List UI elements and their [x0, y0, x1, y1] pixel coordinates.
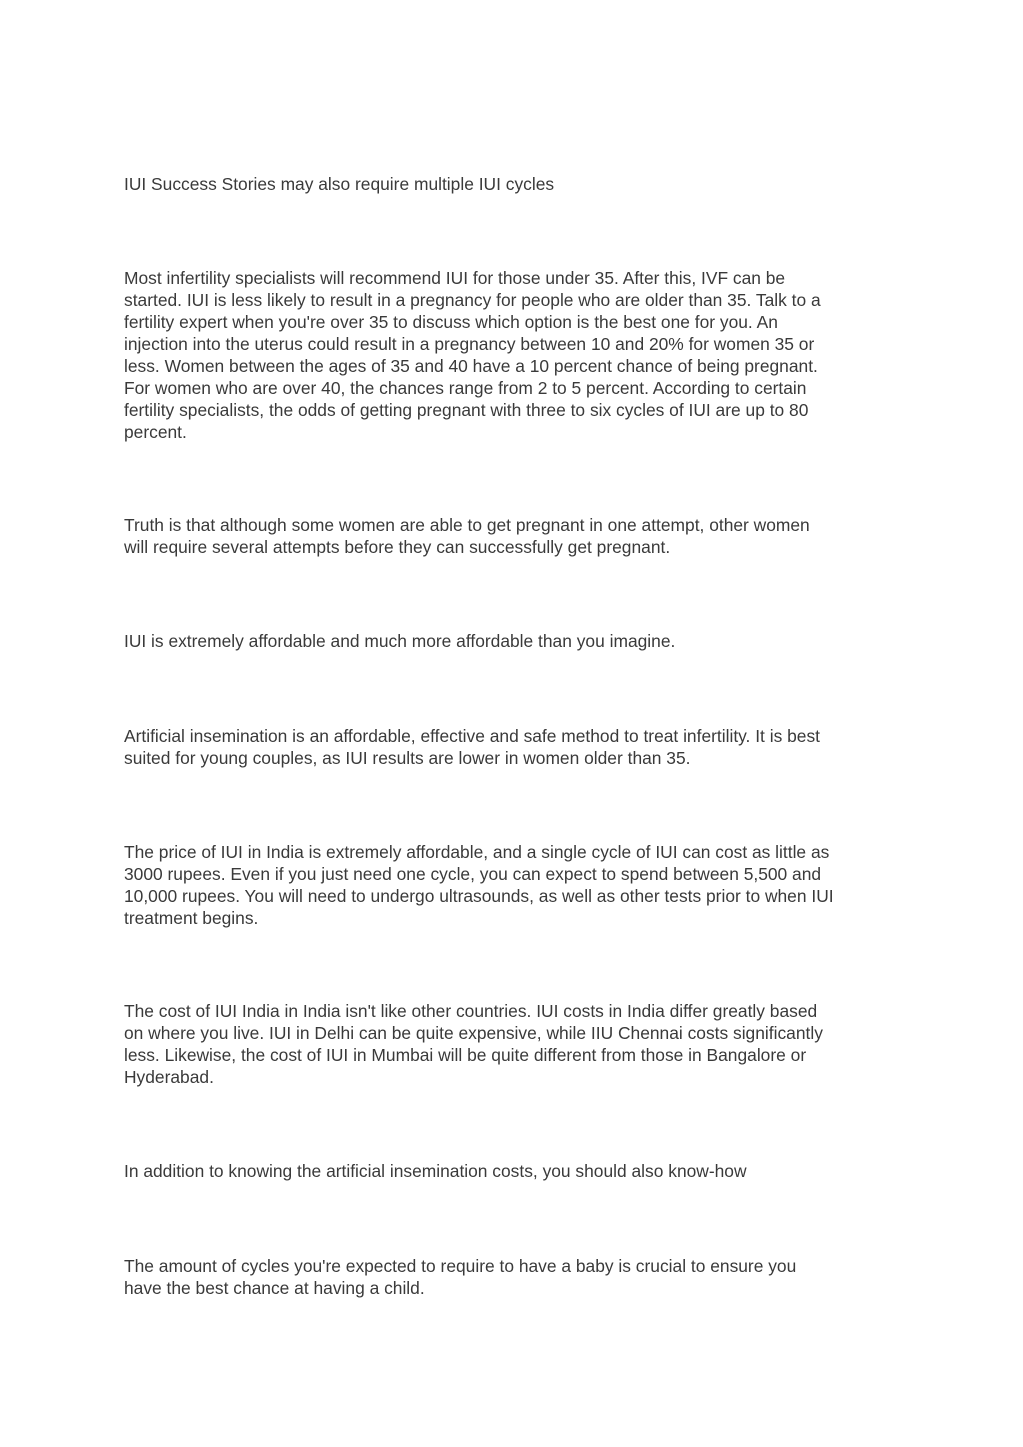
text-line: injection into the uterus could result in a pregnancy between 10 and 20% for women 35 or: [124, 334, 815, 354]
paragraph-age-success-rates: [124, 267, 904, 443]
text-line: The amount of cycles you're expected to require to have a baby is crucial to ensure you: [124, 1256, 797, 1276]
text-line: For women who are over 40, the chances range from 2 to 5 percent. According to certain: [124, 378, 807, 398]
paragraph-cost-by-city: [124, 1000, 904, 1088]
text-line: fertility specialists, the odds of getting pregnant with three to six cycles of IUI are up to 80: [124, 400, 809, 420]
text-line: In addition to knowing the artificial insemination costs, you should also know-how: [124, 1161, 747, 1181]
text-line: less. Women between the ages of 35 and 40 have a 10 percent chance of being pregnant.: [124, 356, 818, 376]
text-line: The cost of IUI India in India isn't like other countries. IUI costs in India differ greatly based: [124, 1001, 818, 1021]
paragraph-heading: [124, 173, 904, 195]
text-line: Hyderabad.: [124, 1067, 214, 1087]
paragraph-know-how: [124, 1160, 904, 1182]
text-line: Truth is that although some women are able to get pregnant in one attempt, other women: [124, 515, 810, 535]
paragraph-price-india: [124, 841, 904, 929]
text-line: less. Likewise, the cost of IUI in Mumbai will be quite different from those in Bangalore or: [124, 1045, 807, 1065]
paragraph-cycles-required: [124, 1255, 904, 1299]
text-line: 10,000 rupees. You will need to undergo ultrasounds, as well as other tests prior to when IUI: [124, 886, 834, 906]
text-line: started. IUI is less likely to result in a pregnancy for people who are older than 35. Talk to a: [124, 290, 821, 310]
text-line: on where you live. IUI in Delhi can be quite expensive, while IIU Chennai costs significantly: [124, 1023, 823, 1043]
text-line: will require several attempts before they can successfully get pregnant.: [124, 537, 671, 557]
text-line: 3000 rupees. Even if you just need one cycle, you can expect to spend between 5,500 and: [124, 864, 822, 884]
text-line: IUI is extremely affordable and much more affordable than you imagine.: [124, 631, 676, 651]
text-line: fertility expert when you're over 35 to discuss which option is the best one for you. An: [124, 312, 778, 332]
text-line: Artificial insemination is an affordable, effective and safe method to treat infertility. It is best: [124, 726, 820, 746]
text-line: Most infertility specialists will recommend IUI for those under 35. After this, IVF can be: [124, 268, 786, 288]
text-line: The price of IUI in India is extremely affordable, and a single cycle of IUI can cost as little as: [124, 842, 830, 862]
paragraph-artificial-insemination: [124, 725, 904, 769]
paragraph-affordable: [124, 630, 904, 652]
text-line: percent.: [124, 422, 187, 442]
paragraph-attempts: [124, 514, 904, 558]
text-line: IUI Success Stories may also require multiple IUI cycles: [124, 174, 555, 194]
text-line: treatment begins.: [124, 908, 259, 928]
text-line: have the best chance at having a child.: [124, 1278, 425, 1298]
text-line: suited for young couples, as IUI results are lower in women older than 35.: [124, 748, 691, 768]
